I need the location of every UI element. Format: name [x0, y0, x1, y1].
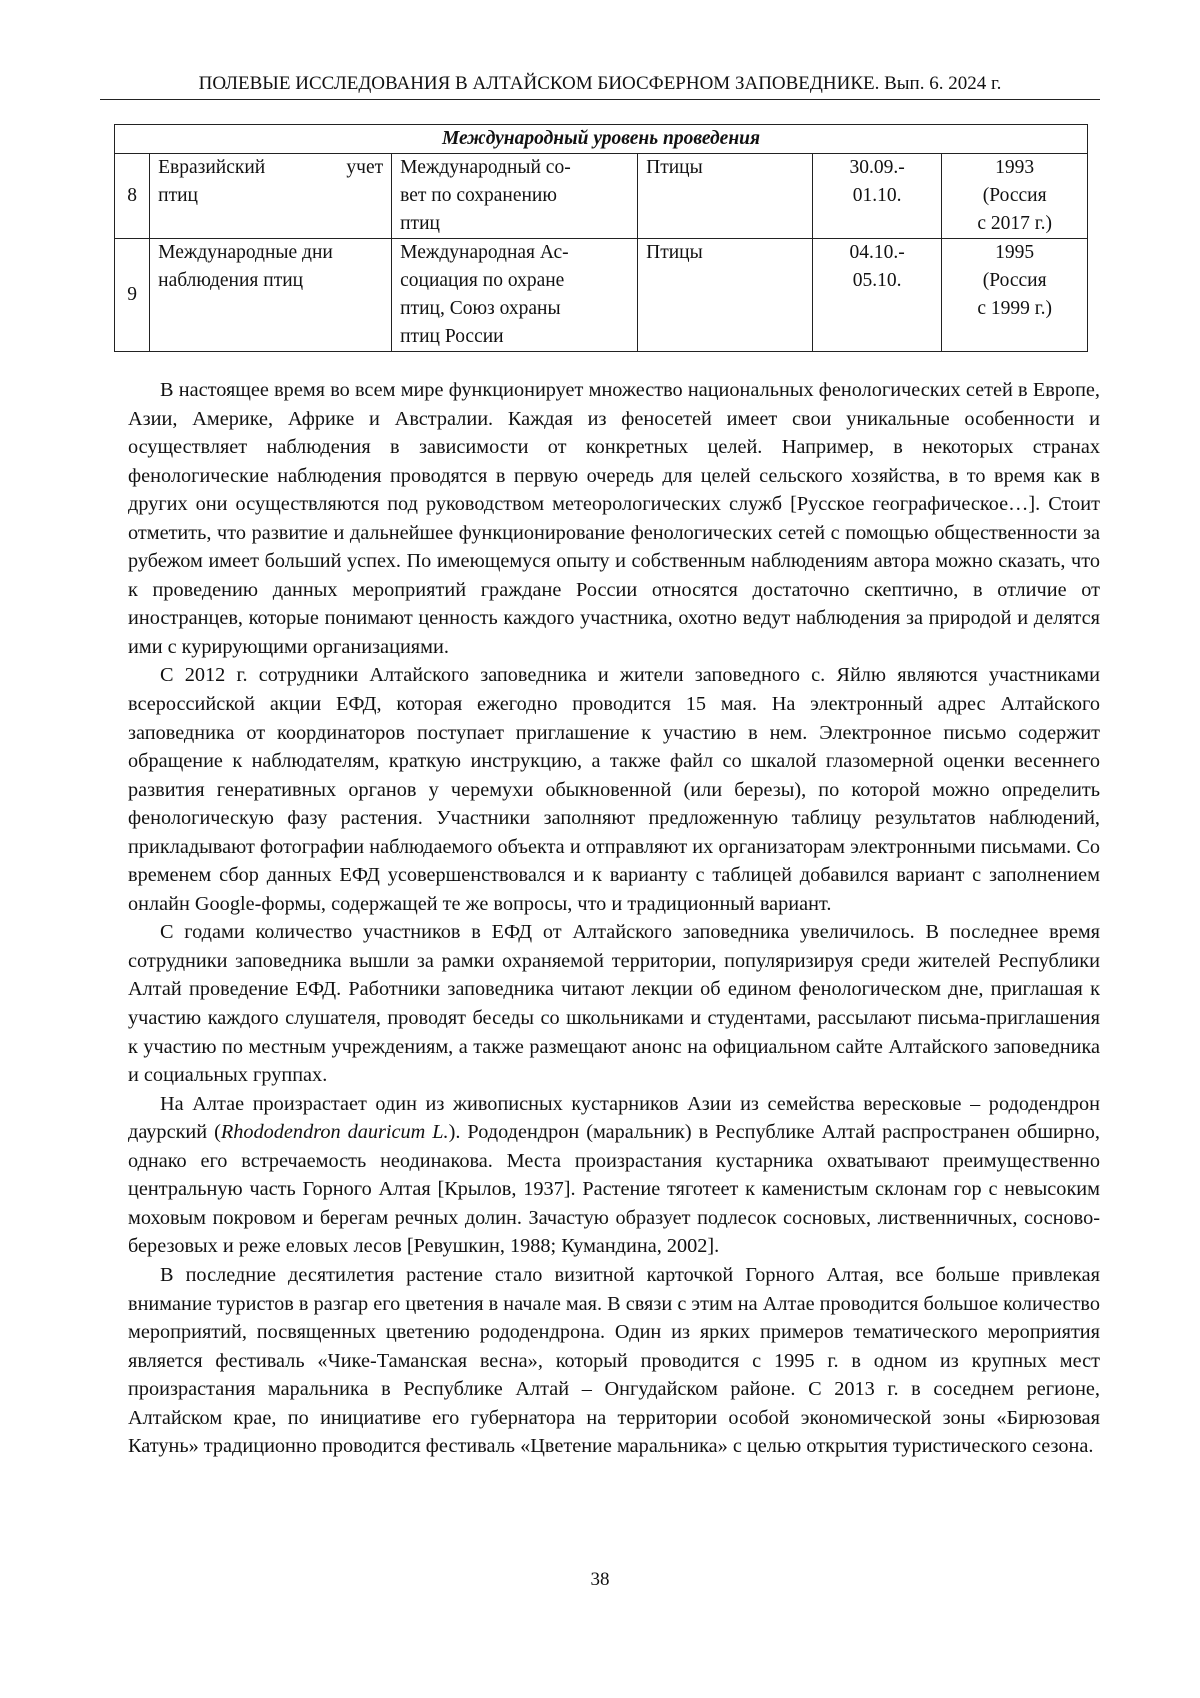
header-rule — [100, 99, 1100, 100]
organizer-line: птиц России — [400, 326, 504, 347]
organizer-line: Международная Ас- — [400, 242, 569, 263]
year-line: с 1999 г.) — [977, 298, 1052, 319]
running-header: ПОЛЕВЫЕ ИССЛЕДОВАНИЯ В АЛТАЙСКОМ БИОСФЕРНОМ ЗАПОВЕДНИКЕ. Вып. 6. 2024 г. — [198, 73, 1002, 94]
event-name-word: Евразийский — [158, 157, 266, 178]
date-line: 04.10.- — [849, 242, 905, 263]
event-name-line — [158, 154, 383, 182]
object-cell: Птицы — [638, 239, 813, 352]
row-number: 9 — [115, 239, 150, 352]
body-text — [128, 376, 1100, 1461]
events-table — [114, 124, 1088, 352]
year-line: 1995 — [995, 242, 1035, 263]
year-line: (Россия — [982, 270, 1047, 291]
paragraph: С 2012 г. сотрудники Алтайского заповедника и жители заповедного с. Яйлю являются участниками всероссийской акции ЕФД, которая ежегодно проводится 15 мая. На электронный адрес Алтайского заповедника от координаторов поступает приглашение к участию в нем. Электронное письмо содержит обращение к наблюдателям, краткую инструкцию, а также файл со шкалой глазомерной оценки весеннего развития генеративных органов у черемухи обыкновенной (или березы), по которой можно определить фенологическую фазу растения. Участники заполняют предложенную таблицу результатов наблюдений, прикладывают фотографии наблюдаемого объекта и отправляют их организаторам электронными письмами. Со временем сбор данных ЕФД усовершенствовался и к варианту с таблицей добавился вариант с заполнением онлайн Google-формы, содержащей те же вопросы, что и традиционный вариант. — [128, 664, 1100, 915]
year-cell — [942, 154, 1088, 239]
event-name-cell — [150, 154, 392, 239]
table-section-title: Международный уровень проведения — [115, 125, 1088, 154]
paragraph — [128, 1090, 1100, 1261]
date-line: 30.09.- — [849, 157, 905, 178]
paragraph-text: На Алтае произрастает один из живописных кустарников Азии из семейства вересковые – рододендрон даурский ( — [128, 1092, 1100, 1144]
event-name-word: учет — [346, 157, 384, 178]
year-line: (Россия — [982, 185, 1047, 206]
paragraph-text: ). Рододендрон (маральник) в Республике Алтай распространен обширно, однако его встречаемость неодинакова. Места произрастания кустарника охватывают преимущественно центральную часть Горного Алтая [Крылов, 1937]. Растение тяготеет к каменистым склонам гор с невысоким моховым покровом и берегам речных долин. Зачастую образует подлесок сосновых, лиственничных, сосново-березовых и реже еловых лесов [Ревушкин, 1988; Кумандина, 2002]. — [128, 1121, 1100, 1258]
year-line: 1993 — [995, 157, 1035, 178]
event-name-cell — [150, 239, 392, 352]
organizer-line: птиц, Союз охраны — [400, 298, 561, 319]
object-cell: Птицы — [638, 154, 813, 239]
organizer-line: птиц — [400, 213, 440, 234]
dates-cell — [812, 154, 942, 239]
table-row — [115, 239, 1088, 352]
event-name-line: Международные дни — [158, 242, 333, 263]
paragraph: В последние десятилетия растение стало визитной карточкой Горного Алтая, все больше привлекая внимание туристов в разгар его цветения в начале мая. В связи с этим на Алтае проводится большое количество мероприятий, посвященных цветению рододендрона. Один из ярких примеров тематического мероприятия является фестиваль «Чике-Таманская весна», который проводится с 1995 г. в одном из крупных мест произрастания маральника в Республике Алтай – Онгудайском районе. С 2013 г. в соседнем регионе, Алтайском крае, по инициативе его губернатора на территории особой экономической зоны «Бирюзовая Катунь» традиционно проводится фестиваль «Цветение маральника» с целью открытия туристического сезона. — [128, 1263, 1100, 1458]
organizer-line: социация по охране — [400, 270, 565, 291]
paragraph: В настоящее время во всем мире функционирует множество национальных фенологических сетей в Европе, Азии, Америке, Африке и Австралии. Каждая из феносетей имеет свои уникальные особенности и осуществляет наблюдения в зависимости от конкретных целей. Например, в некоторых странах фенологические наблюдения проводятся в первую очередь для целей сельского хозяйства, в то время как в других они осуществляются под руководством метеорологических служб [Русское географическое…]. Стоит отметить, что развитие и дальнейшее функционирование фенологических сетей с помощью общественности за рубежом имеет больший успех. По имеющемуся опыту и собственным наблюдениям автора можно сказать, что к проведению данных мероприятий граждане России относятся достаточно скептично, в отличие от иностранцев, которые понимают ценность каждого участника, охотно ведут наблюдения за природой и делятся ими с курирующими организациями. — [128, 379, 1100, 658]
row-number: 8 — [115, 154, 150, 239]
organizer-line: вет по сохранению — [400, 185, 557, 206]
page-number: 38 — [590, 1569, 610, 1590]
species-latin-name: Rhododendron dauricum L. — [220, 1121, 449, 1144]
table-section-row — [115, 125, 1088, 154]
year-line: с 2017 г.) — [977, 213, 1052, 234]
organizer-line: Международный со- — [400, 157, 571, 178]
event-name-line: наблюдения птиц — [158, 270, 304, 291]
table-row — [115, 154, 1088, 239]
event-name-line: птиц — [158, 185, 198, 206]
date-line: 01.10. — [852, 185, 902, 206]
date-line: 05.10. — [852, 270, 902, 291]
organizer-cell — [392, 239, 638, 352]
organizer-cell — [392, 154, 638, 239]
year-cell — [942, 239, 1088, 352]
dates-cell — [812, 239, 942, 352]
paragraph: С годами количество участников в ЕФД от Алтайского заповедника увеличилось. В последнее время сотрудники заповедника вышли за рамки охраняемой территории, популяризируя среди жителей Республики Алтай проведение ЕФД. Работники заповедника читают лекции об едином фенологическом дне, приглашая к участию каждого слушателя, проводят беседы со школьниками и студентами, рассылают письма-приглашения к участию по местным учреждениям, а также размещают анонс на официальном сайте Алтайского заповедника и социальных группах. — [128, 921, 1100, 1087]
